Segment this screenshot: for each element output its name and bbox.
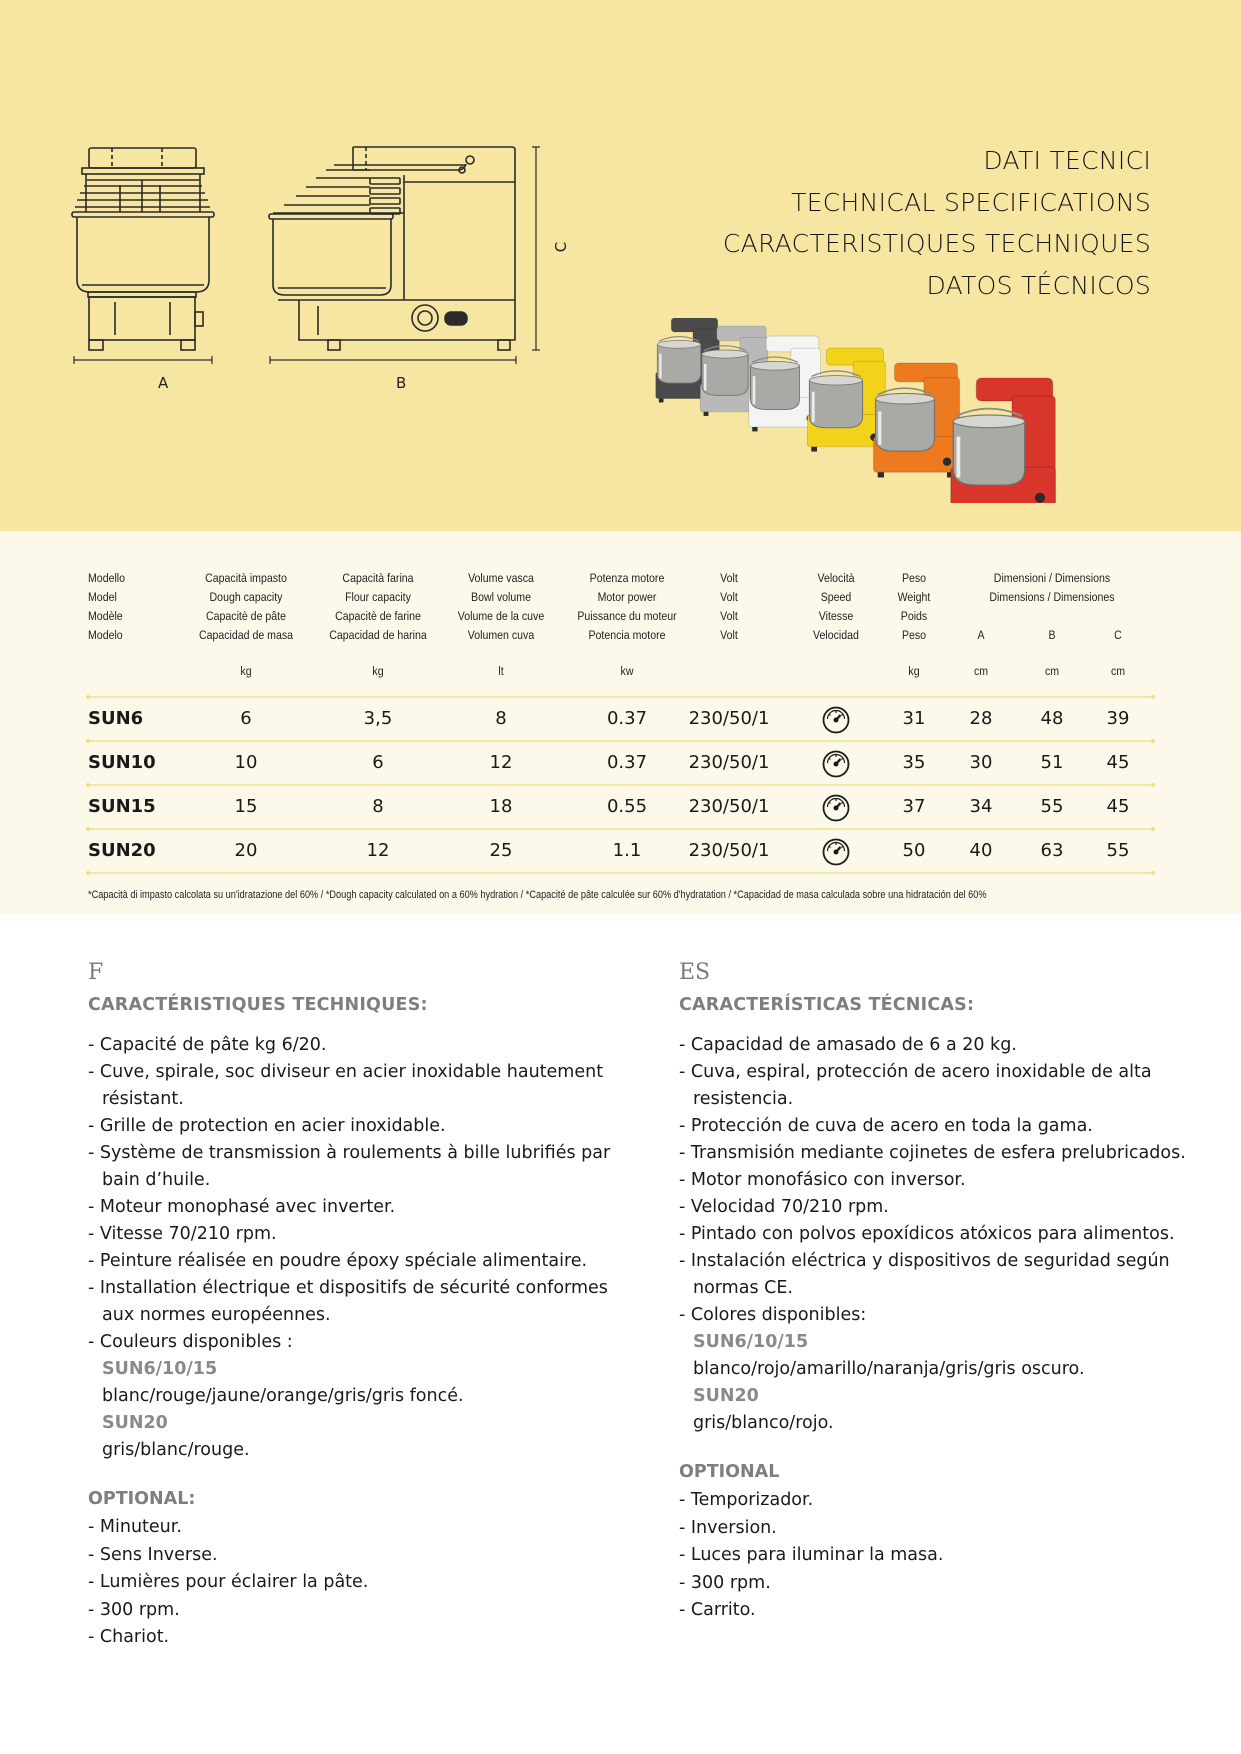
feature-item [679,1302,1219,1329]
table-row [0,741,1241,785]
bullet-dash: - [679,1116,691,1136]
header-line: Capacidad de harina [329,628,427,642]
feature-item [88,1248,628,1275]
cell-model: SUN20 [88,840,156,861]
header-line: Volumen cuva [467,628,535,642]
feature-item [88,1059,628,1113]
bullet-dash: - [679,1600,691,1620]
header-line: Potencia motore [588,628,666,642]
french-optional-list [88,1514,628,1652]
bullet-dash: - [679,1251,691,1271]
cell-a: 34 [969,796,993,817]
cell-b: 48 [1040,708,1064,729]
feature-item [88,1113,628,1140]
header-dim-a: A [977,628,985,642]
optional-item [88,1542,628,1570]
cell-power: 1.1 [612,840,642,861]
dimension-label-b: B [396,374,407,392]
table-footnote: *Capacità di impasto calcolata su un'idratazione del 60% / *Dough capacity calculated on a 60% hydration / *Capacité de pâte calculée sur 60% d'hydratation / *Capacidad de masa calculada sobre una hidratación del 60% [88,889,987,901]
speedometer-icon [821,749,851,779]
spanish-optional-list [679,1487,1219,1625]
feature-item [88,1140,628,1194]
dimension-label-a: A [158,374,169,392]
mixers-illustration [648,318,1168,503]
header-dim-c: C [1114,628,1122,642]
title-english: TECHNICAL SPECIFICATIONS [791,187,1151,217]
optional-text: 300 rpm. [99,1599,180,1620]
dimension-drawing-svg [70,130,570,420]
cell-volt: 230/50/1 [688,840,770,861]
table-row [0,829,1241,873]
header-line: Volt [720,590,738,604]
header-line: Capacità farina [342,571,414,585]
mixer-6 [951,378,1056,503]
title-spanish: DATOS TÉCNICOS [926,270,1151,300]
header-line: Dimensions / Dimensiones [989,590,1115,604]
cell-b: 51 [1040,752,1064,773]
header-line: Peso [901,628,927,642]
bullet-dash: - [88,1251,100,1271]
header-dough [177,569,315,645]
feature-text: Couleurs disponibles : [99,1332,293,1352]
french-title: CARACTÉRISTIQUES TECHNIQUES: [88,995,428,1015]
cell-a: 40 [969,840,993,861]
header-line: Capacitè de pâte [206,609,286,623]
color-model-label: SUN20 [102,1413,168,1433]
feature-text: Peinture réalisée en poudre époxy spéciale alimentaire. [99,1251,588,1271]
cell-model: SUN6 [88,708,144,729]
bullet-dash: - [679,1062,691,1082]
feature-text: Velocidad 70/210 rpm. [690,1197,889,1217]
header-flour [309,569,447,645]
bullet-dash: - [679,1305,691,1325]
bullet-dash: - [88,1116,100,1136]
optional-text: Inversion. [690,1517,777,1538]
optional-item [88,1624,628,1652]
feature-item [679,1140,1219,1167]
color-options: blanco/rojo/amarillo/naranja/gris/gris oscuro. [693,1359,1085,1379]
bullet-dash: - [88,1143,100,1163]
feature-text: Vitesse 70/210 rpm. [99,1224,277,1244]
feature-text: Cuve, spirale, soc diviseur en acier inoxidable hautement résistant. [99,1062,604,1109]
bullet-dash: - [679,1170,691,1190]
optional-text: Minuteur. [99,1517,182,1537]
header-line: Volume de la cuve [457,609,545,623]
spanish-colors [679,1329,1219,1437]
feature-item [679,1059,1219,1113]
bullet-dash: - [679,1545,691,1565]
feature-text: Installation électrique et dispositifs de sécurité conformes aux normes européennes. [99,1278,608,1325]
feature-text: Cuva, espiral, protección de acero inoxidable de alta resistencia. [690,1062,1152,1109]
header-line: Dough capacity [209,590,283,604]
unit-dim-b: cm [1044,664,1060,678]
french-lang-label: F [88,960,104,985]
title-french: CARACTERISTIQUES TECHNIQUES [722,229,1151,258]
header-line: Vitesse [818,609,854,623]
optional-item [679,1515,1219,1543]
bullet-dash: - [88,1035,100,1055]
cell-a: 30 [969,752,993,773]
feature-text: Protección de cuva de acero en toda la gama. [690,1116,1093,1136]
header-line: Volt [720,609,738,623]
optional-text: Lumières pour éclairer la pâte. [99,1572,369,1592]
optional-item [679,1487,1219,1515]
bullet-dash: - [88,1544,100,1565]
header-line: Modello [88,571,126,585]
optional-text: Temporizador. [690,1490,814,1510]
header-line: Capacidad de masa [198,628,294,642]
bullet-dash: - [88,1572,100,1592]
header-line: Poids [900,609,928,623]
bullet-dash: - [88,1517,100,1537]
cell-dough: 10 [234,752,258,773]
feature-text: Transmisión mediante cojinetes de esfera prelubricados. [690,1143,1186,1163]
optional-text: Sens Inverse. [99,1544,218,1565]
color-model-label: SUN6/10/15 [102,1359,218,1379]
cell-model: SUN15 [88,796,156,817]
dimension-label-c: C [552,241,571,253]
bullet-dash: - [679,1572,691,1593]
unit-bowl: lt [498,664,504,678]
cell-bowl: 12 [489,752,513,773]
bullet-dash: - [679,1197,691,1217]
french-features-list [88,1032,628,1356]
feature-text: Instalación eléctrica y dispositivos de seguridad según normas CE. [690,1251,1170,1298]
optional-text: Chariot. [99,1627,170,1647]
feature-item [88,1275,628,1329]
bullet-dash: - [88,1332,100,1352]
header-line: Weight [897,590,931,604]
header-line: Volt [720,571,738,585]
spanish-title: CARACTERÍSTICAS TÉCNICAS: [679,995,975,1015]
front-view [72,148,214,364]
optional-item [88,1597,628,1625]
bullet-dash: - [679,1035,691,1055]
header-line: Capacitè de farine [335,609,421,623]
optional-item [679,1597,1219,1625]
cell-b: 63 [1040,840,1064,861]
unit-power: kw [620,664,634,678]
unit-flour: kg [372,664,384,678]
feature-item [679,1248,1219,1302]
optional-item [679,1542,1219,1570]
cell-c: 45 [1106,796,1130,817]
side-view [269,147,540,364]
speedometer-icon [821,837,851,867]
cell-c: 39 [1106,708,1130,729]
feature-item [679,1221,1219,1248]
unit-dim-c: cm [1110,664,1126,678]
cell-model: SUN10 [88,752,156,773]
cell-c: 55 [1106,840,1130,861]
cell-bowl: 18 [489,796,513,817]
cell-weight: 37 [902,796,926,817]
bullet-dash: - [679,1517,691,1538]
feature-text: Grille de protection en acier inoxidable. [99,1116,446,1136]
table-row [0,785,1241,829]
header-line: Flour capacity [345,590,411,604]
speedometer-icon [821,705,851,735]
header-line: Bowl volume [471,590,531,604]
cell-flour: 12 [366,840,390,861]
header-line: Motor power [597,590,657,604]
cell-weight: 35 [902,752,926,773]
french-colors [88,1356,628,1464]
french-section [88,956,628,1652]
feature-item [679,1167,1219,1194]
feature-text: Pintado con polvos epoxídicos atóxicos para alimentos. [690,1224,1175,1244]
optional-text: 300 rpm. [690,1572,771,1593]
feature-text: Moteur monophasé avec inverter. [99,1197,396,1217]
cell-c: 45 [1106,752,1130,773]
feature-text: Motor monofásico con inversor. [690,1170,966,1190]
feature-item [88,1194,628,1221]
mixer-technical-drawing [70,130,570,420]
header-line: Capacità impasto [205,571,287,585]
cell-bowl: 8 [495,708,507,729]
cell-b: 55 [1040,796,1064,817]
header-line: Peso [901,571,927,585]
feature-item [679,1113,1219,1140]
header-line: Potenza motore [589,571,665,585]
cell-weight: 31 [902,708,926,729]
header-line: Speed [820,590,852,604]
header-line: Volume vasca [468,571,534,585]
optional-item [88,1569,628,1597]
unit-dough: kg [240,664,252,678]
spanish-features-list [679,1032,1219,1329]
header-line: Puissance du moteur [577,609,677,623]
feature-text: Capacidad de amasado de 6 a 20 kg. [690,1035,1017,1055]
feature-item [88,1329,628,1356]
cell-power: 0.37 [606,752,648,773]
spanish-section [679,956,1219,1625]
color-model-label: SUN20 [693,1386,759,1406]
bullet-dash: - [88,1224,100,1244]
cell-flour: 8 [372,796,384,817]
unit-weight: kg [908,664,920,678]
cell-power: 0.37 [606,708,648,729]
color-options: blanc/rouge/jaune/orange/gris/gris foncé. [102,1386,464,1406]
row-divider [88,872,1153,874]
color-model-label: SUN6/10/15 [693,1332,809,1352]
header-bowl [432,569,570,645]
header-line: Velocità [817,571,855,585]
bullet-dash: - [679,1143,691,1163]
header-line: Velocidad [813,628,859,642]
header-dimensions [957,569,1146,607]
cell-dough: 20 [234,840,258,861]
feature-text: Capacité de pâte kg 6/20. [99,1035,327,1055]
cell-flour: 3,5 [363,708,393,729]
bullet-dash: - [88,1599,100,1620]
unit-dim-a: cm [973,664,989,678]
header-line: Dimensioni / Dimensions [993,571,1111,585]
header-line: Model [88,590,117,604]
cell-weight: 50 [902,840,926,861]
bullet-dash: - [88,1197,100,1217]
optional-text: Luces para iluminar la masa. [690,1545,944,1565]
cell-bowl: 25 [489,840,513,861]
bullet-dash: - [88,1062,100,1082]
feature-item [679,1194,1219,1221]
product-photo [648,318,1168,503]
title-italian: DATI TECNICI [983,146,1151,175]
mixer-5 [874,363,960,477]
color-options: gris/blanco/rojo. [693,1413,834,1433]
cell-dough: 6 [240,708,252,729]
speedometer-icon [821,793,851,823]
spanish-optional-title: OPTIONAL [679,1462,780,1482]
feature-item [679,1032,1219,1059]
cell-flour: 6 [372,752,384,773]
cell-dough: 15 [234,796,258,817]
cell-power: 0.55 [606,796,648,817]
header-line: Modelo [88,628,123,642]
optional-item [679,1570,1219,1598]
bullet-dash: - [88,1278,100,1298]
bullet-dash: - [679,1224,691,1244]
cell-volt: 230/50/1 [688,752,770,773]
cell-volt: 230/50/1 [688,796,770,817]
spanish-lang-label: ES [679,960,711,985]
feature-text: Colores disponibles: [690,1305,867,1325]
table-row [0,697,1241,741]
header-line: Modèle [88,609,123,623]
optional-text: Carrito. [690,1600,756,1620]
cell-a: 28 [969,708,993,729]
header-dim-b: B [1048,628,1056,642]
header-model [88,569,125,645]
feature-item [88,1032,628,1059]
french-optional-title: OPTIONAL: [88,1489,196,1509]
feature-text: Système de transmission à roulements à bille lubrifiés par bain d’huile. [99,1143,611,1190]
optional-item [88,1514,628,1542]
cell-volt: 230/50/1 [688,708,770,729]
color-options: gris/blanc/rouge. [102,1440,250,1460]
header-line: Volt [720,628,738,642]
title-block [723,140,1151,306]
bullet-dash: - [679,1490,691,1510]
bullet-dash: - [88,1627,100,1647]
feature-item [88,1221,628,1248]
